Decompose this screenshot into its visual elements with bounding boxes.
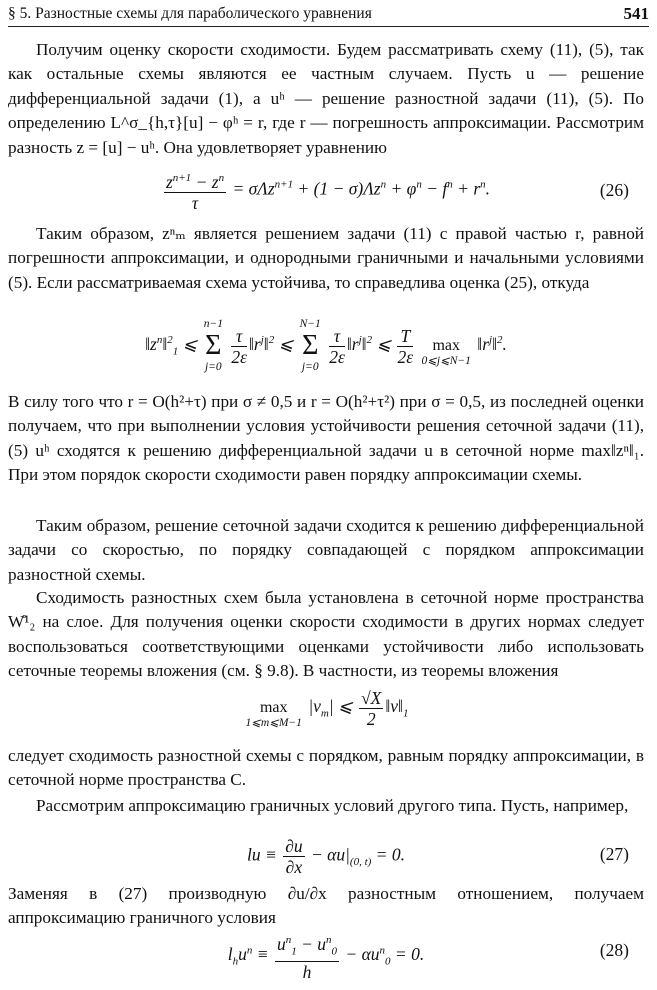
- section-title: § 5. Разностные схемы для параболического уравнения: [8, 5, 372, 22]
- paragraph-5: Сходимость разностных схем была установлена в сеточной норме пространства W̊¹₂ на слое. Для получения оценки скорости сходимости в других нормах следует воспользоваться соответствующими оценками устойчивости либо использовать сеточные теоремы вложения (см. § 9.8). В частности, из теоремы вложения: [8, 588, 644, 681]
- embedding-inequality: max 1⩽m⩽M−1 $|v_m|$ ⩽ $\frac{√X}{2}$ $‖v‖_1$: [245, 687, 409, 729]
- paragraph-4: Таким образом, решение сеточной задачи сходится к решению дифференциальной задачи со скоростью, по порядку совпадающей с порядком аппроксимации разностной схемы.: [8, 516, 644, 584]
- paragraph-8: Заменяя в (27) производную ∂u/∂x разностным отношением, получаем аппроксимацию граничного условия: [8, 884, 644, 928]
- equation-26: $\frac{z^{n+1} - z^n}{\tau}$ = $\sigma\Lambda z^{n+1} + (1 - \sigma)\Lambda z^n + \varphi^n - f^n + r^n$. (26): [8, 168, 644, 213]
- page-number: 541: [623, 4, 649, 23]
- equation-number-27: (27): [599, 844, 629, 864]
- paragraph-3: В силу того что r = O(h²+τ) при σ ≠ 0,5 и r = O(h²+τ²) при σ = 0,5, из последней оценки получаем, что при выполнении условия устойчивости решения сеточной задачи (11), (5) uʰ сходятся к решению дифференциальной задачи u в сеточной норме max‖zⁿ‖₁. При этом порядок скорости сходимости равен порядку аппроксимации схемы.: [8, 392, 644, 485]
- paragraph-7: Рассмотрим аппроксимацию граничных условий другого типа. Пусть, например,: [36, 796, 629, 815]
- equation-27: lu ≡ $\frac{\partial u}{\partial x}$ − $\alpha u|_{(0, t)} = 0$. (27): [247, 836, 629, 877]
- paragraph-2: Таким образом, zⁿₘ является решением задачи (11) с правой частью r, равной погрешности аппроксимации, и однородными граничными и начальными условиями (5). Если рассматриваемая схема устойчива, то справедлива оценка (25), откуда: [8, 224, 644, 292]
- equation-25-estimate: $‖z^n‖^2_1$ ⩽ n−1 Σ j=0 $\frac{\tau}{2\varepsilon}$ $‖r^j‖^2$ ⩽ N−1 Σ j=0 $\frac{\tau}{2\varepsilon}$ $‖r^j‖^2$ ⩽ $\frac{T}{2\varepsilon}$ max 0⩽j⩽N−1 $‖r^j‖^2$.: [145, 318, 507, 373]
- running-header: [8, 2, 649, 27]
- paragraph-6: следует сходимость разностной схемы с порядком, равным порядку аппроксимации, в сеточной норме пространства C.: [8, 746, 644, 790]
- equation-28: $l_hu^n$ ≡ $\frac{u^n_1 - u^n_0}{h}$ − $\alpha u^n_0 = 0$. (28): [8, 930, 644, 982]
- equation-number-28: (28): [599, 940, 629, 960]
- paragraph-1: Получим оценку скорости сходимости. Будем рассматривать схему (11), (5), так как остальные схемы являются ее частным случаем. Пусть u — решение дифференциальной задачи (1), а uʰ — решение разностной задачи (11), (5). По определению L^σ_{h,τ}[u] − φʰ = r, где r — погрешность аппроксимации. Рассмотрим разность z = [u] − uʰ. Она удовлетворяет уравнению: [8, 40, 644, 157]
- equation-number-26: (26): [599, 180, 629, 200]
